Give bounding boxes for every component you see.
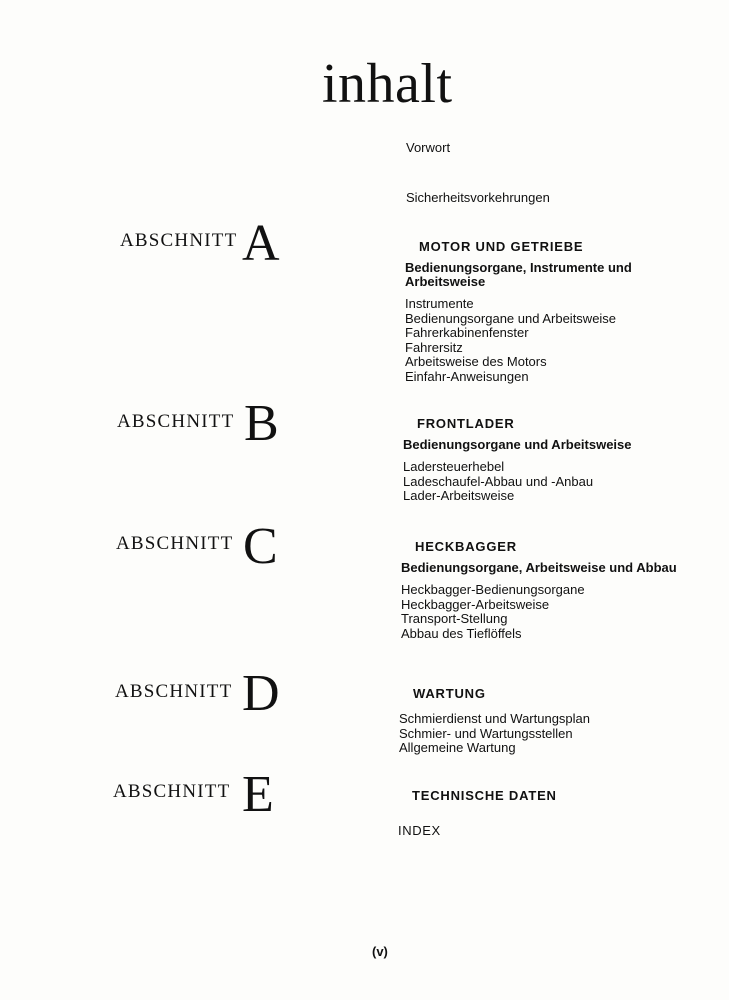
section-d-label: ABSCHNITT [115,681,233,702]
section-e-label: ABSCHNITT [113,781,231,802]
section-d-heading: WARTUNG [413,686,486,701]
toc-entry-safety: Sicherheitsvorkehrungen [406,190,550,205]
section-d-block [399,686,699,756]
section-b-label: ABSCHNITT [117,411,235,432]
list-item: Fahrerkabinenfenster [405,325,529,341]
section-d-letter: D [242,665,280,722]
section-c-block [401,539,701,641]
list-item: Instrumente [405,296,474,311]
list-item: Ladersteuerhebel [403,459,505,474]
list-item: Allgemeine Wartung [399,740,516,756]
section-a-subheading: Bedienungsorgane, Instrumente und Arbeitsweise [405,260,632,289]
section-c-heading: HECKBAGGER [415,539,517,554]
section-b-items [403,460,703,504]
list-item: Ladeschaufel-Abbau und -Anbau [403,473,594,489]
section-b-letter: B [244,395,279,452]
page-title: inhalt [322,53,453,115]
section-c-items [401,583,701,641]
section-a-heading: MOTOR UND GETRIEBE [419,239,584,254]
list-item: Einfahr-Anweisungen [405,368,529,384]
list-item: Arbeitsweise des Motors [405,354,547,370]
toc-entry-index: INDEX [398,823,441,838]
list-item: Abbau des Tieflöffels [401,625,522,641]
page-number: (v) [372,944,388,959]
list-item: Transport-Stellung [401,611,508,627]
section-b-heading: FRONTLADER [417,416,515,431]
list-item: Bedienungsorgane und Arbeitsweise [405,310,617,326]
section-b-block [403,416,703,504]
section-c-label: ABSCHNITT [116,533,234,554]
section-d-items [399,712,699,756]
section-b-subheading: Bedienungsorgane und Arbeitsweise [403,437,632,452]
list-item: Fahrersitz [405,339,463,355]
section-c-letter: C [243,518,278,575]
list-item: Schmier- und Wartungsstellen [399,725,573,741]
list-item: Heckbagger-Arbeitsweise [401,596,550,612]
section-e-block [398,788,698,803]
section-a-block [405,239,705,385]
section-c-subheading: Bedienungsorgane, Arbeitsweise und Abbau [401,560,677,575]
section-e-heading: TECHNISCHE DATEN [412,788,557,803]
section-a-label: ABSCHNITT [120,230,238,251]
toc-entry-preface: Vorwort [406,140,451,155]
list-item: Lader-Arbeitsweise [403,488,515,504]
section-a-items [405,297,705,385]
list-item: Heckbagger-Bedienungsorgane [401,582,585,597]
section-e-letter: E [242,766,274,823]
list-item: Schmierdienst und Wartungsplan [399,711,591,726]
section-a-letter: A [242,215,280,272]
